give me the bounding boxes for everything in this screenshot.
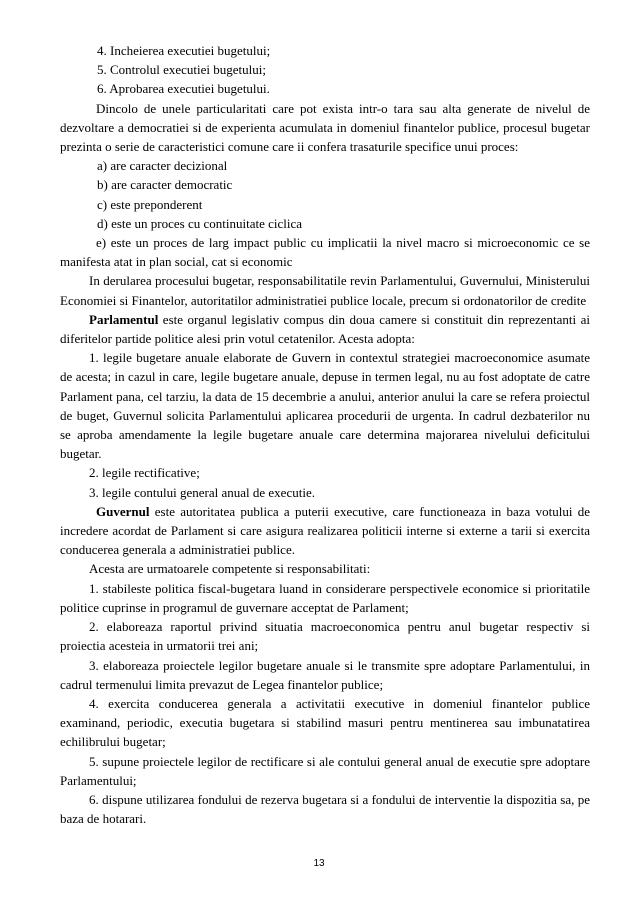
government-item-1: 1. stabileste politica fiscal-bugetara luand in considerare perspectivele economice si prioritatile politice cuprinse in programul de guvernare acceptat de Parlament; — [60, 580, 590, 615]
budget-step-4: 4. Incheierea executiei bugetului; — [97, 43, 271, 58]
government-item-3: 3. elaboreaza proiectele legilor bugetare anuale si le transmite spre adoptare Parlamentului, in cadrul termenului limita prevazut de Legea finantelor publice; — [60, 657, 590, 692]
parliament-item-2: 2. legile rectificative; — [89, 465, 200, 481]
budget-step-6: 6. Aprobarea executiei bugetului. — [97, 81, 270, 97]
parliament-item-1: 1. legile bugetare anuale elaborate de Guvern in contextul strategiei macroeconomice asumate de acesta; in cazul in care, legile bugetare anuale, depuse in termen legal, nu au fost adoptate de catre Parlament pana, cel tarziu, la data de 15 decembrie a anului, anterior anului la care se refera proiectul de buget, Guvernul solicita Parlamentului aplicarea procedurii de urgenta. In cadrul dezbaterilor nu se aproba amendamente la legile bugetare anuale care determina majorarea nivelului deficitului bugetar. — [60, 350, 590, 462]
government-item-4: 4. exercita conducerea generala a activitatii executive in domeniul finantelor publice examinand, periodic, executia bugetara si stabilind masuri pentru mentinerea sau imbunatatirea echilibrului bugetar; — [60, 695, 590, 750]
government-item-2: 2. elaboreaza raportul privind situatia macroeconomica pentru anul bugetar respectiv si proiectia acesteia in urmatorii trei ani; — [60, 619, 590, 654]
government-competences-intro: Acesta are urmatoarele competente si responsabilitati: — [89, 561, 371, 577]
intro-paragraph: Dincolo de unele particularitati care pot exista intr-o tara sau alta generate de nivelul de dezvoltare a democratiei si de experienta acumulata in domeniul finantelor publice, procesul bugetar prezinta o serie de caracteristici comune care ii confera trasaturile specifice unui proces: — [60, 100, 590, 155]
parliament-text: este organul legislativ compus din doua camere si constituit din reprezentanti ai diferitelor partide politice alesi prin votul cetatenilor. Acesta adopta: — [60, 311, 590, 347]
responsibilities-paragraph: In derularea procesului bugetar, responsabilitatile revin Parlamentului, Guvernului, Ministerului Economiei si Finantelor, autoritatilor administratiei publice locale, precum si ordonatorilor de credite — [60, 273, 590, 308]
government-item-5: 5. supune proiectele legilor de rectificare si ale contului general anual de executie spre adoptare Parlamentului; — [60, 753, 590, 788]
characteristic-e: e) este un proces de larg impact public cu implicatii la nivel macro si microeconomic ce se manifesta atat in plan social, cat si economic — [60, 235, 590, 270]
parliament-definition — [60, 310, 590, 348]
government-text: este autoritatea publica a puterii executive, care functioneaza in baza votului de incredere acordat de Parlament si care asigura realizarea politicii interne si externe a tarii si exercita conducerea generala a administratiei publice. — [60, 503, 590, 558]
characteristic-d: d) este un proces cu continuitate ciclica — [97, 215, 303, 231]
characteristic-b: b) are caracter democratic — [97, 177, 233, 193]
page-number: 13 — [313, 858, 325, 869]
parliament-item-3: 3. legile contului general anual de executie. — [89, 484, 315, 500]
budget-step-5: 5. Controlul executiei bugetului; — [97, 62, 266, 78]
government-item-6: 6. dispune utilizarea fondului de rezerva bugetara si a fondului de interventie la dispozitia sa, pe baza de hotarari. — [60, 791, 590, 827]
parliament-term: Parlamentul — [89, 311, 159, 327]
page-body — [60, 41, 590, 828]
characteristic-c: c) este preponderent — [97, 196, 203, 212]
government-term: Guvernul — [96, 503, 150, 519]
government-definition — [60, 502, 590, 560]
characteristic-a: a) are caracter decizional — [97, 158, 228, 174]
